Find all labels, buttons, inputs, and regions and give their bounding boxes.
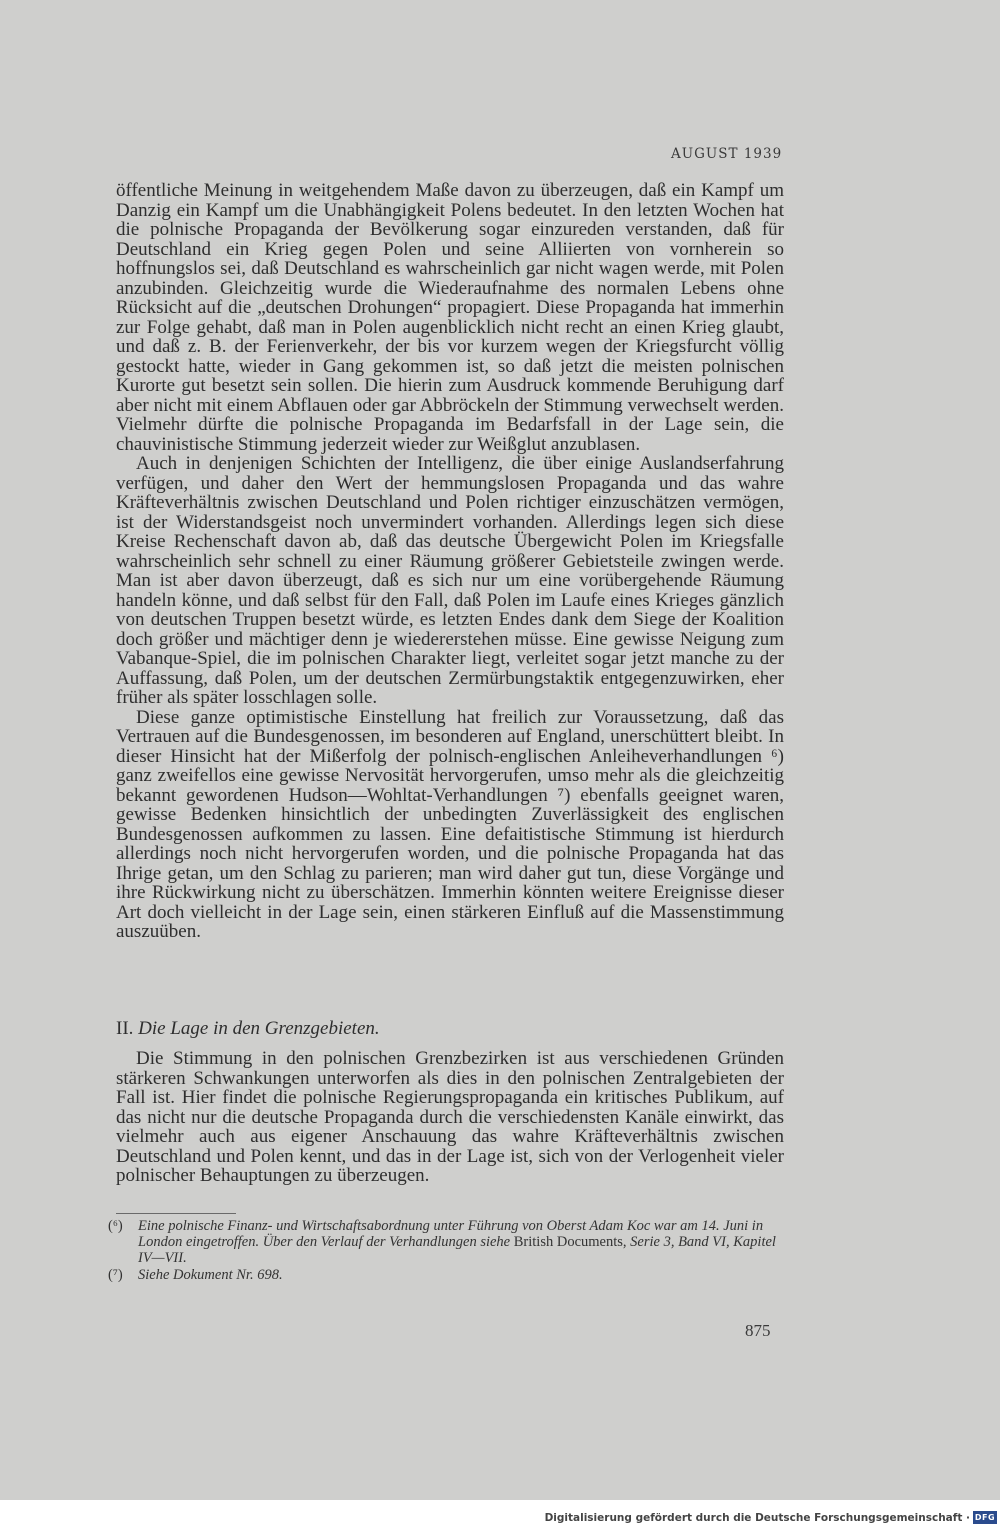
footnote-mark: (⁷) [108,1267,123,1283]
paragraph: Diese ganze optimistische Einstellung hat freilich zur Voraussetzung, daß das Vertrauen auf die Bundesgenossen, im besonderen auf England, unerschüttert bleibt. In dieser Hinsicht hat der Mißerfolg der polnisch-englischen Anleiheverhandlungen ⁶) ganz zweifellos eine gewisse Nervosität hervorgerufen, umso mehr als die gleichzeitig bekannt gewordenen Hudson—Wohltat-Verhandlungen ⁷) ebenfalls geeignet waren, gewisse Bedenken hinsichtlich der unbedingten Zuverlässigkeit des englischen Bundesgenossen aufkommen zu lassen. Eine defaitistische Stimmung ist hierdurch allerdings noch nicht hervorgerufen worden, und die polnische Propaganda hat das Ihrige getan, um den Schlag zu parieren; man wird daher gut tun, diese Vorgänge und ihre Rückwirkung nicht zu überschätzen. Immerhin könnten weitere Ereignisse dieser Art doch vielleicht in der Lage sein, einen stärkeren Einfluß auf die Massenstimmung auszuüben. [116,706,784,942]
paragraph: öffentliche Meinung in weitgehendem Maße davon zu überzeugen, daß ein Kampf um Danzig ein Kampf um die Unabhängigkeit Polens bedeutet. In den letzten Wochen hat die polnische Propaganda der Bevölkerung sogar einzureden verstanden, daß für Deutschland ein Krieg gegen Polen und seine Alliierten von vornherein so hoffnungslos sei, daß Deutschland es wahrscheinlich gar nicht wagen werde, mit Polen anzubinden. Gleichzeitig wurde die Wiederaufnahme des normalen Lebens ohne Rücksicht auf die „deutschen Drohungen“ propagiert. Diese Propaganda hat immerhin zur Folge gehabt, daß man in Polen augenblicklich nicht recht an einen Krieg glaubt, und daß z. B. der Ferienverkehr, der bis vor kurzem wegen der Kriegsfurcht völlig gestockt hatte, wieder in Gang gekommen ist, so daß jetzt die meisten polnischen Kurorte gut besetzt sein sollen. Die hierin zum Ausdruck kommende Beruhigung darf aber nicht mit einem Abflauen oder gar Abbröckeln der Stimmung verwechselt werden. Vielmehr dürfte die polnische Propaganda im Bedarfsfall in der Lage sein, die chauvinistische Stimmung jederzeit wieder zur Weißglut anzublasen. [116,180,784,455]
footnote-mark: (⁶) [108,1218,123,1234]
footnote-text: Siehe Dokument Nr. 698. [138,1267,283,1283]
footnote-text: Eine polnische Finanz- und Wirtschaftsabordnung unter Führung von Oberst Adam Koc war am 14. Juni in London eingetroffen. Über den Verlauf der Verhandlungen siehe [138,1218,764,1250]
footnote-rule [116,1213,236,1214]
footnote-citation: British Documents, [513,1234,627,1250]
footnote [108,1218,784,1266]
running-head: AUGUST 1939 [671,146,783,162]
section-title: Die Lage in den Grenzgebieten. [138,1018,380,1039]
paragraph: Die Stimmung in den polnischen Grenzbezirken ist aus verschiedenen Gründen stärkeren Schwankungen unterworfen als dies in den polnischen Zentralgebieten der Fall ist. Hier findet die polnische Regierungspropaganda ein kritisches Publikum, auf das nicht nur die deutsche Propaganda durch die verschiedensten Kanäle einwirkt, das vielmehr auch aus eigener Anschauung das wahre Kräfteverhältnis zwischen Deutschland und Polen kennt, und das in der Lage ist, sich von der Verlogenheit vieler polnischer Behauptungen zu überzeugen. [116,1048,784,1186]
main-text [116,181,784,942]
section-number: II. [116,1018,134,1039]
footnote-text-end: Serie 3, Band VI, Kapitel IV—VII. [138,1234,776,1266]
page-number: 875 [745,1321,771,1340]
paragraph: Auch in denjenigen Schichten der Intelligenz, die über einige Auslandserfahrung verfügen, und daher den Wert der hemmungslosen Propaganda und das wahre Kräfteverhältnis zwischen Deutschland und Polen richtiger einzuschätzen vermögen, ist der Widerstandsgeist noch unvermindert vorhanden. Allerdings legen sich diese Kreise Rechenschaft davon ab, daß das deutsche Übergewicht Polen im Kriegsfalle wahrscheinlich sehr schnell zu einer Räumung größerer Gebietsteile zwingen werde. Man ist aber davon überzeugt, daß es sich nur um eine vorübergehende Räumung handeln könne, und daß selbst für den Fall, daß Polen im Laufe eines Krieges gänzlich von deutschen Truppen besetzt würde, es letzten Endes dank dem Siege der Koalition doch größer und mächtiger denn je wiedererstehen müsse. Eine gewisse Neigung zum Vabanque-Spiel, die im polnischen Charakter liegt, verleitet sogar jetzt manche zu der Auffassung, daß Polen, um der deutschen Zermürbungstaktik entgegenzuwirken, eher früher als später losschlagen solle. [116,453,784,708]
dfg-logo-icon: DFG [974,1513,996,1522]
funding-credit: Digitalisierung gefördert durch die Deutsche Forschungsgemeinschaft · [544,1512,970,1524]
footnotes [108,1218,784,1284]
section-text [116,1049,784,1186]
section-heading [116,1018,380,1040]
footnote [108,1267,784,1283]
